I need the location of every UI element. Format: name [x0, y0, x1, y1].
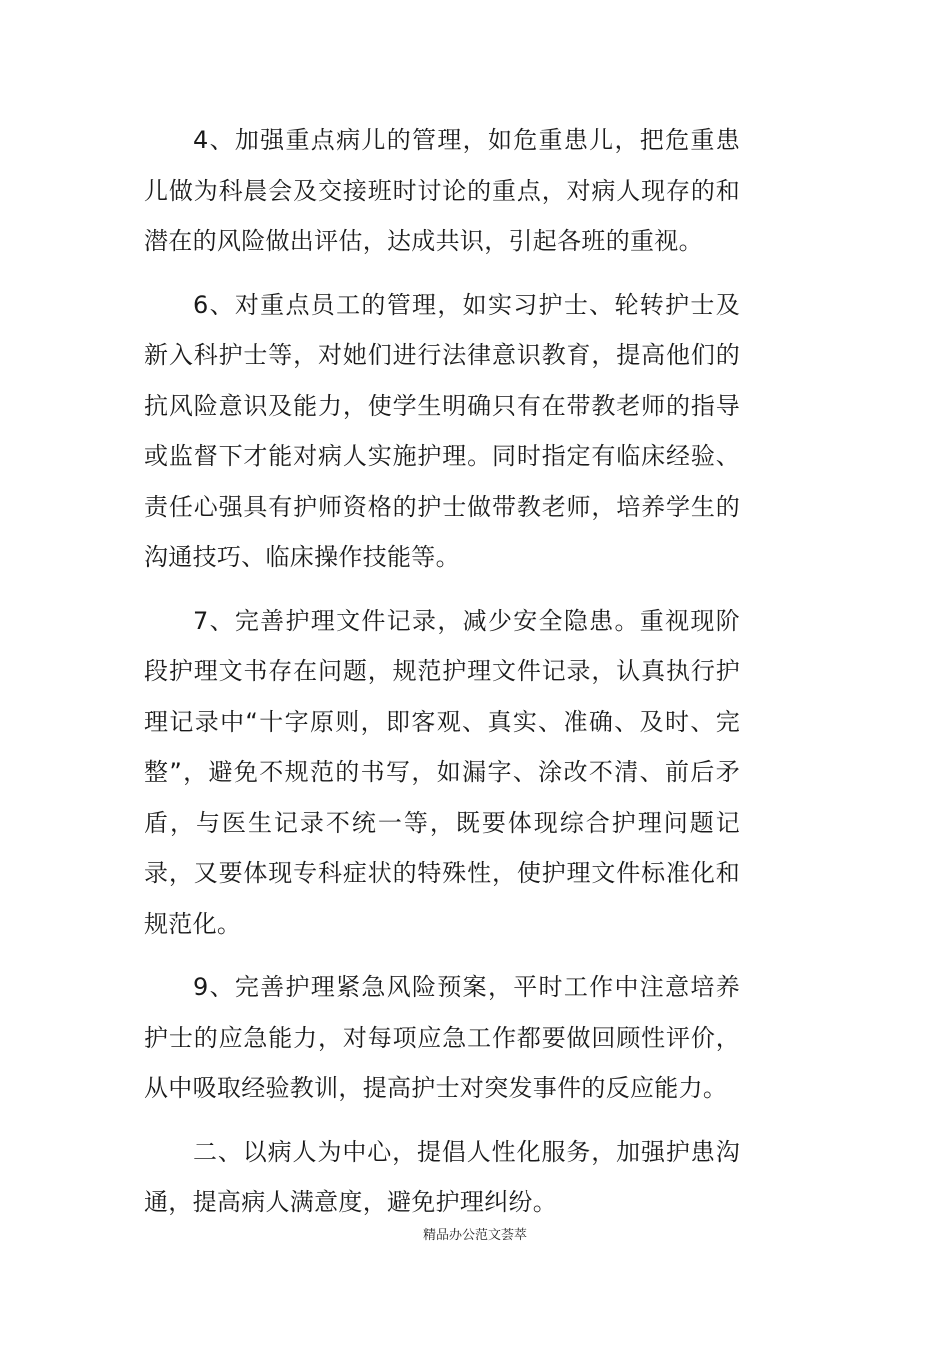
paragraph-item-9: 9、完善护理紧急风险预案，平时工作中注意培养护士的应急能力，对每项应急工作都要做回顾性评价，从中吸取经验教训，提高护士对突发事件的反应能力。: [144, 973, 740, 1102]
paragraph-section-2: 二、以病人为中心，提倡人性化服务，加强护患沟通，提高病人满意度，避免护理纠纷。: [144, 1137, 740, 1216]
paragraph-item-7: 7、完善护理文件记录，减少安全隐患。重视现阶段护理文书存在问题，规范护理文件记录，认真执行护理记录中“十字原则，即客观、真实、准确、及时、完整”，避免不规范的书写，如漏字、涂改不清、前后矛盾，与医生记录不统一等，既要体现综合护理问题记录，又要体现专科症状的特殊性，使护理文件标准化和规范化。: [144, 606, 740, 938]
document-body: [144, 115, 740, 1228]
paragraph-item-4: 4、加强重点病儿的管理，如危重患儿，把危重患儿做为科晨会及交接班时讨论的重点，对病人现存的和潜在的风险做出评估，达成共识，引起各班的重视。: [144, 126, 740, 255]
page-footer: 精品办公范文荟萃: [422, 1228, 527, 1243]
paragraph-item-6: 6、对重点员工的管理，如实习护士、轮转护士及新入科护士等，对她们进行法律意识教育，提高他们的抗风险意识及能力，使学生明确只有在带教老师的指导或监督下才能对病人实施护理。同时指定有临床经验、责任心强具有护师资格的护士做带教老师，培养学生的沟通技巧、临床操作技能等。: [144, 290, 740, 571]
